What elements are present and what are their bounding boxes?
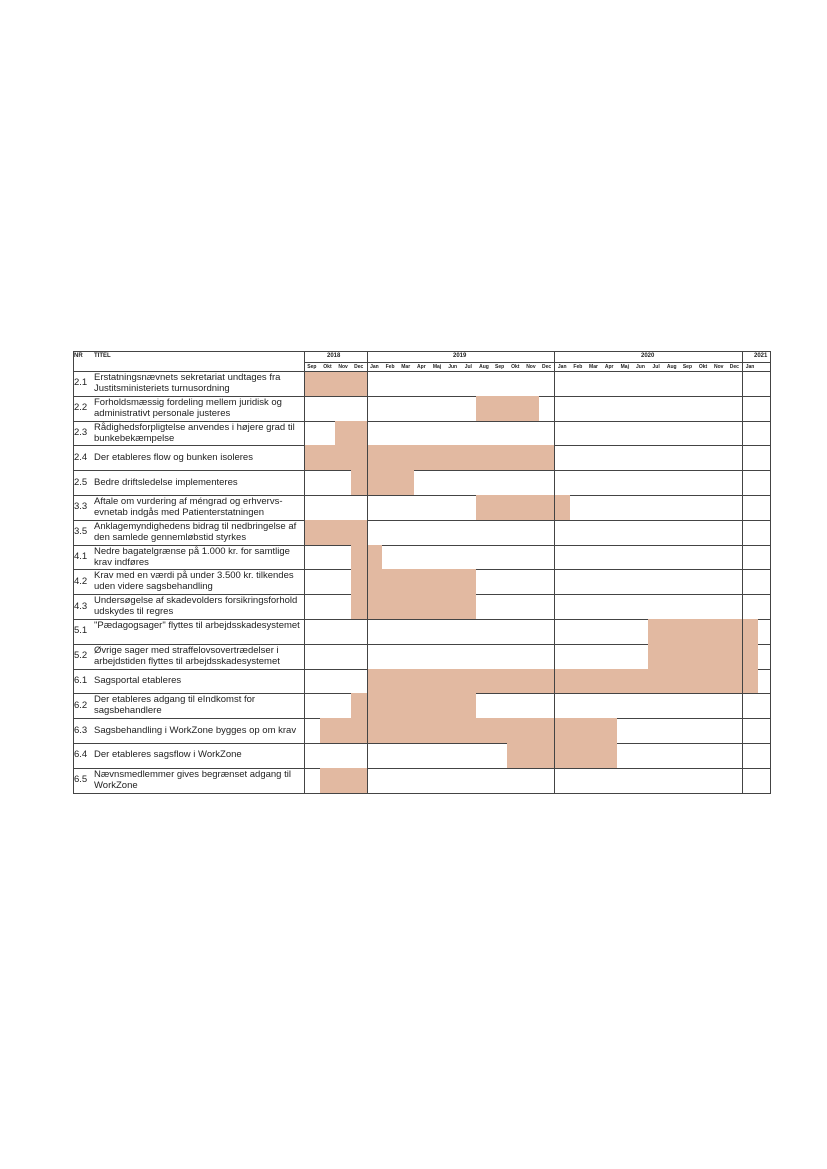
year-divider-line: [304, 362, 771, 363]
row-nr: 3.5: [74, 526, 88, 538]
header-bottom-border: [73, 371, 771, 372]
row-title: Krav med en værdi på under 3.500 kr. tilkendes uden videre sagsbehandling: [94, 570, 294, 593]
row-nr: 2.1: [74, 377, 88, 389]
gantt-bar: [351, 569, 476, 594]
gantt-table: [73, 351, 771, 794]
month-label: Okt: [511, 364, 520, 370]
year-2018: 2018: [327, 353, 341, 359]
month-label: Jan: [745, 364, 755, 370]
row-title: Forholdsmæssig fordeling mellem juridisk og administrativt personale justeres: [94, 396, 282, 419]
year-divider: [367, 351, 368, 793]
month-label: Dec: [354, 364, 364, 370]
year-divider: [554, 351, 555, 793]
month-label: Dec: [729, 364, 739, 370]
row-title: Der etableres flow og bunken isoleres: [94, 451, 253, 463]
row-nr: 5.2: [74, 650, 88, 662]
row-title: "Pædagogsager" flyttes til arbejdsskadesystemet: [94, 620, 300, 631]
month-label: Jun: [636, 364, 645, 370]
row-nr: 2.4: [74, 451, 88, 463]
row-divider: [73, 793, 771, 794]
row-nr: 4.2: [74, 575, 88, 587]
row-nr: 2.5: [74, 476, 88, 488]
year-2021: 2021: [754, 353, 768, 359]
row-title: Anklagemyndighedens bidrag til nedbringelse af den samlede gennemløbstid styrkes: [94, 520, 297, 543]
header-titel: TITEL: [94, 353, 111, 359]
month-label: Jan: [557, 364, 567, 370]
gantt-bar: [320, 768, 367, 793]
row-nr: 2.2: [74, 402, 88, 414]
month-label: Apr: [604, 364, 614, 370]
row-divider: [73, 743, 771, 744]
month-label: Sep: [307, 364, 317, 370]
gantt-bar: [476, 396, 539, 421]
row-nr: 4.1: [74, 551, 88, 562]
gantt-bar: [351, 470, 414, 495]
year-2020: 2020: [641, 353, 655, 359]
month-label: Sep: [495, 364, 505, 370]
row-nr: 6.2: [74, 699, 88, 711]
chart-left-border: [304, 351, 305, 793]
month-label: Aug: [666, 364, 677, 370]
month-label: Dec: [541, 364, 552, 370]
gantt-bar: [335, 421, 366, 446]
row-title: Nedre bagatelgrænse på 1.000 kr. for samtlige krav indføres: [94, 545, 290, 568]
month-label: Jul: [652, 364, 660, 370]
month-label: Mar: [401, 364, 411, 370]
gantt-bar: [351, 693, 476, 718]
gantt-bar: [320, 718, 617, 743]
month-label: Feb: [573, 364, 583, 370]
row-title: Der etableres adgang til eIndkomst for sagsbehandlere: [94, 694, 256, 717]
table-right-border: [770, 351, 771, 793]
row-title: Der etableres sagsflow i WorkZone: [94, 749, 242, 761]
row-title: Øvrige sager med straffelovsovertrædelser i arbejdstiden flyttes til arbejdsskadesystemet: [94, 644, 280, 667]
row-nr: 6.3: [74, 724, 88, 736]
row-title: Undersøgelse af skadevolders forsikringsforhold udskydes til regres: [94, 595, 298, 618]
month-label: Apr: [417, 364, 426, 370]
month-label: Jan: [370, 364, 379, 370]
month-label: Nov: [713, 364, 724, 370]
row-nr: 6.1: [74, 675, 88, 686]
year-divider: [742, 351, 743, 793]
month-label: Feb: [385, 364, 395, 370]
row-title: Sagsbehandling i WorkZone bygges op om krav: [94, 724, 297, 736]
gantt-bar: [304, 520, 367, 545]
gantt-bar: [304, 371, 367, 396]
month-label: Maj: [620, 364, 629, 370]
month-label: Jun: [448, 364, 458, 370]
row-title: Rådighedsforpligtelse anvendes i højere grad til bunkebekæmpelse: [94, 421, 295, 444]
table-left-border: [73, 351, 74, 793]
year-2019: 2019: [453, 353, 467, 359]
row-title: Bedre driftsledelse implementeres: [94, 476, 238, 488]
row-divider: [73, 470, 771, 471]
header-nr: NR: [74, 353, 83, 359]
row-nr: 3.3: [74, 501, 88, 513]
row-nr: 2.3: [74, 427, 88, 438]
row-title: Erstatningsnævnets sekretariat undtages fra Justitsministeriets turnusordning: [94, 372, 281, 394]
row-title: Aftale om vurdering af méngrad og erhvervs-evnetab indgås med Patienterstatningen: [94, 496, 283, 518]
row-nr: 5.1: [74, 625, 88, 637]
month-label: Jul: [464, 364, 472, 370]
row-nr: 4.3: [74, 600, 88, 612]
row-title: Sagsportal etableres: [94, 675, 182, 686]
month-label: Okt: [323, 364, 332, 370]
month-label: Nov: [338, 364, 348, 370]
gantt-bar: [304, 445, 554, 470]
row-nr: 6.4: [74, 749, 88, 761]
month-label: Aug: [479, 364, 489, 370]
table-top-border: [73, 351, 771, 352]
month-label: Nov: [526, 364, 536, 370]
gantt-bar: [351, 594, 476, 619]
month-label: Okt: [698, 364, 708, 370]
gantt-bar: [367, 669, 758, 694]
month-label: Mar: [589, 364, 598, 370]
month-label: Maj: [432, 364, 442, 370]
gantt-bar: [507, 743, 617, 768]
gantt-bar: [476, 495, 570, 520]
row-title: Nævnsmedlemmer gives begrænset adgang til WorkZone: [94, 768, 291, 791]
row-nr: 6.5: [74, 774, 88, 786]
month-label: Sep: [682, 364, 692, 370]
